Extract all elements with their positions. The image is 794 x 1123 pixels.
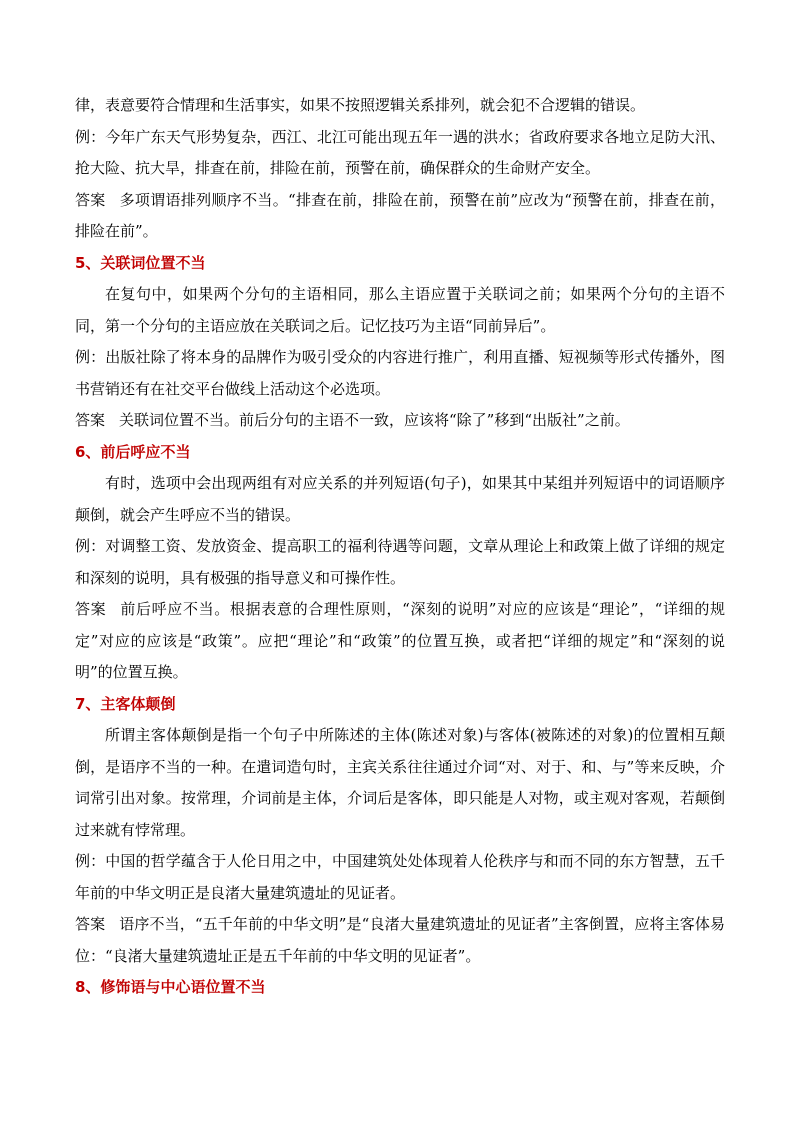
section-heading: 6、前后呼应不当 [75, 442, 191, 461]
example-paragraph: 例：今年广东天气形势复杂，西江、北江可能出现五年一遇的洪水；省政府要求各地立足防大汛、抢大险、抗大旱，排查在前，排险在前，预警在前，确保群众的生命财产安全。 [75, 127, 725, 177]
answer-paragraph [75, 185, 725, 248]
paragraph: 所谓主客体颠倒是指一个句子中所陈述的主体(陈述对象)与客体(被陈述的对象)的位置相互颠倒，是语序不当的一种。在遣词造句时，主宾关系往往通过介词“对、对于、和、与”等来反映，介词常引出对象。按常理，介词前是主体，介词后是客体，即只能是人对物，或主观对客观，若颠倒过来就有悖常理。 [75, 726, 725, 839]
answer-paragraph [75, 594, 725, 689]
answer-label: 答案 [75, 915, 106, 933]
example-paragraph: 例：中国的哲学蕴含于人伦日用之中，中国建筑处处体现着人伦秩序与和而不同的东方智慧，五千年前的中华文明正是良渚大量建筑遗址的见证者。 [75, 852, 725, 902]
answer-text: 前后呼应不当。根据表意的合理性原则，“深刻的说明”对应的应该是“理论”，“详细的规定”对应的应该是“政策”。应把“理论”和“政策”的位置互换，或者把“详细的规定”和“深刻的说明”的位置互换。 [75, 600, 725, 681]
section-heading: 7、主客体颠倒 [75, 694, 176, 713]
example-paragraph: 例：对调整工资、发放资金、提高职工的福利待遇等问题，文章从理论上和政策上做了详细的规定和深刻的说明，具有极强的指导意义和可操作性。 [75, 537, 725, 587]
paragraph: 在复句中，如果两个分句的主语相同，那么主语应置于关联词之前；如果两个分句的主语不同，第一个分句的主语应放在关联词之后。记忆技巧为主语“同前异后”。 [75, 285, 725, 335]
example-paragraph: 例：出版社除了将本身的品牌作为吸引受众的内容进行推广，利用直播、短视频等形式传播外，图书营销还有在社交平台做线上活动这个必选项。 [75, 348, 725, 398]
section-heading: 8、修饰语与中心语位置不当 [75, 978, 266, 996]
answer-label: 答案 [75, 600, 107, 618]
answer-paragraph [75, 405, 725, 437]
answer-label: 答案 [75, 411, 106, 429]
section-heading: 5、关联词位置不当 [75, 253, 206, 272]
answer-label: 答案 [75, 190, 106, 209]
answer-text: 多项谓语排列顺序不当。“排查在前，排险在前，预警在前”应改为“预警在前，排查在前，排险在前”。 [75, 190, 725, 240]
answer-text: 关联词位置不当。前后分句的主语不一致，应该将“除了”移到“出版社”之前。 [119, 411, 630, 429]
document-page [75, 90, 725, 1004]
answer-paragraph [75, 909, 725, 972]
paragraph: 律，表意要符合情理和生活事实，如果不按照逻辑关系排列，就会犯不合逻辑的错误。 [75, 96, 646, 114]
answer-text: 语序不当，“五千年前的中华文明”是“良渚大量建筑遗址的见证者”主客倒置，应将主客体易位：“良渚大量建筑遗址正是五千年前的中华文明的见证者”。 [75, 915, 725, 965]
paragraph: 有时，选项中会出现两组有对应关系的并列短语(句子)，如果其中某组并列短语中的词语顺序颠倒，就会产生呼应不当的错误。 [75, 474, 725, 524]
